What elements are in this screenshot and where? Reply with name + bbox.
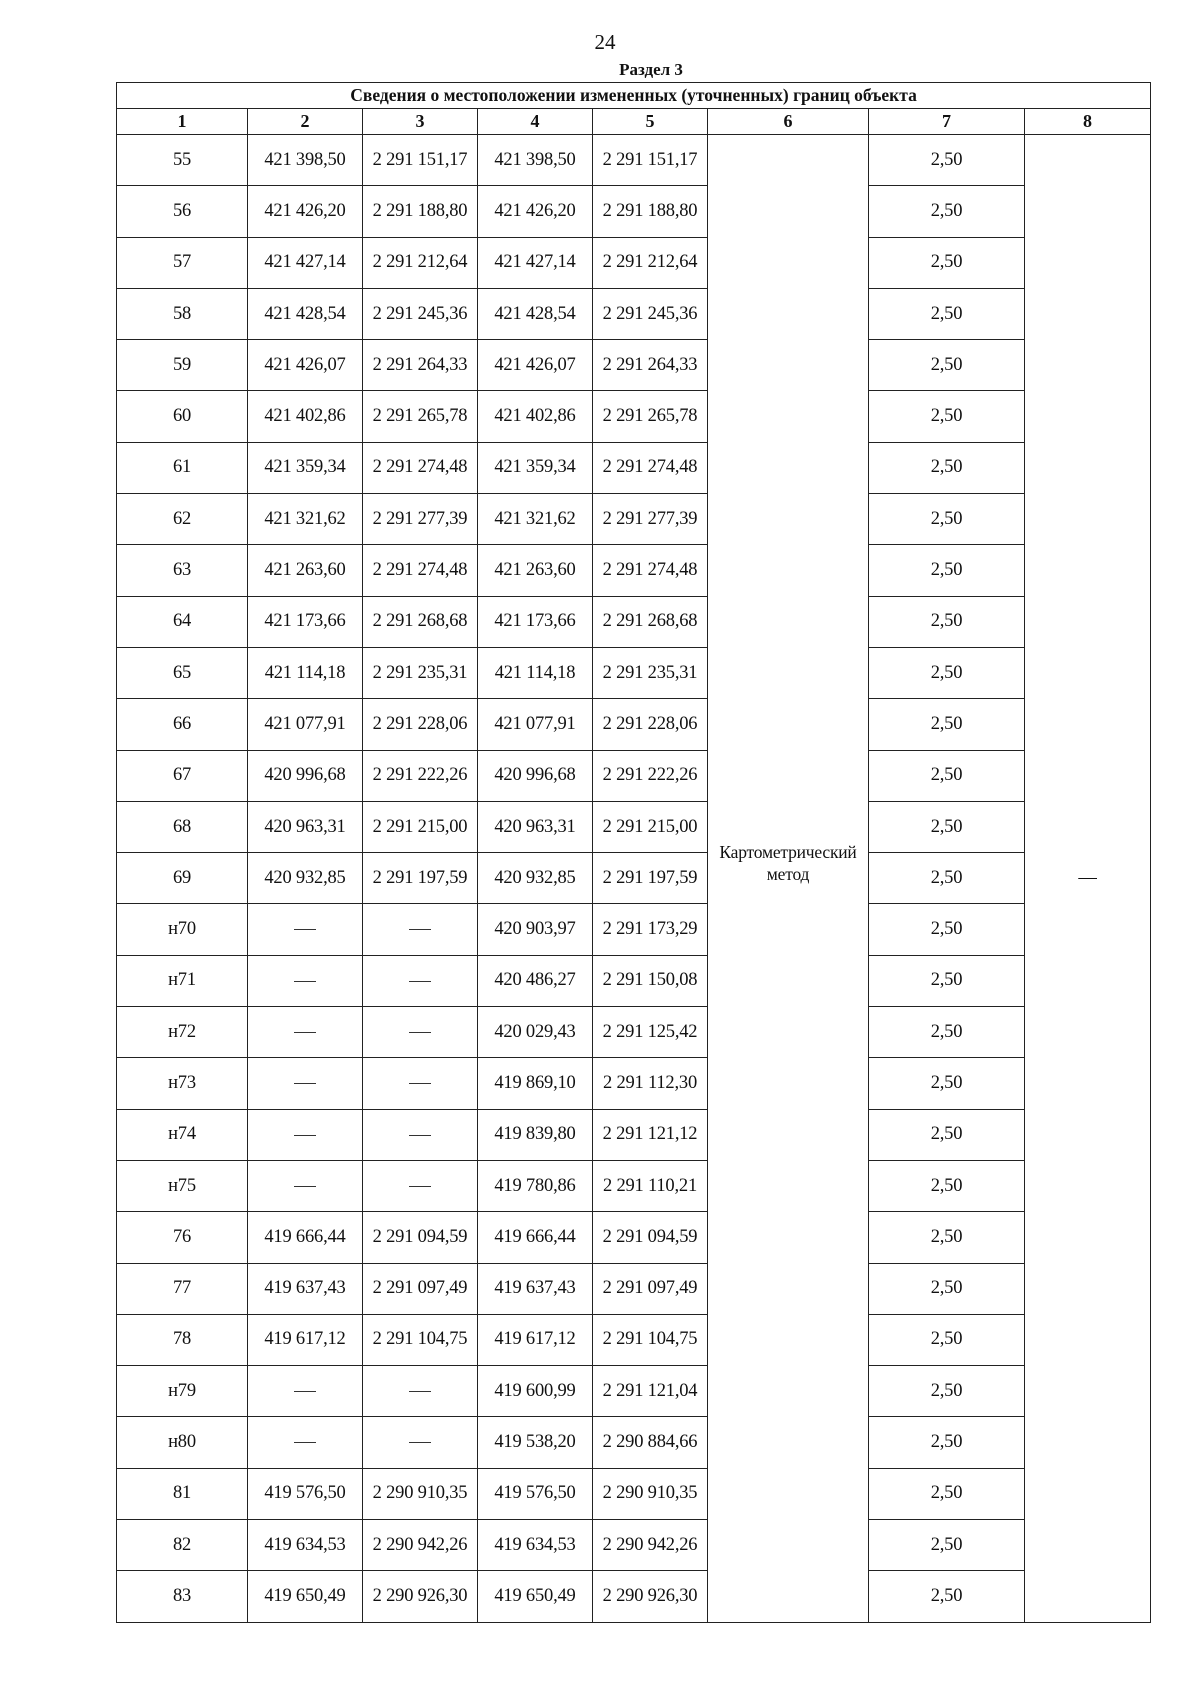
- new-x: 420 996,68: [478, 750, 593, 801]
- existing-x-dash: [248, 1058, 363, 1109]
- existing-x: 421 428,54: [248, 288, 363, 339]
- page-number: 24: [594, 30, 616, 54]
- new-y: 2 291 215,00: [593, 801, 708, 852]
- accuracy-value: 2,50: [869, 1571, 1025, 1622]
- new-y: 2 291 235,31: [593, 647, 708, 698]
- existing-y: 2 291 264,33: [363, 340, 478, 391]
- accuracy-value: 2,50: [869, 853, 1025, 904]
- point-id: 61: [117, 442, 248, 493]
- new-y: 2 291 188,80: [593, 186, 708, 237]
- new-x: 421 427,14: [478, 237, 593, 288]
- existing-y: 2 291 265,78: [363, 391, 478, 442]
- dash-mark: [294, 1083, 316, 1084]
- table-row: [117, 647, 1151, 698]
- accuracy-value: 2,50: [869, 545, 1025, 596]
- new-y: 2 291 112,30: [593, 1058, 708, 1109]
- column-number: 3: [363, 109, 478, 135]
- table-row: [117, 1520, 1151, 1571]
- column-number: 8: [1025, 109, 1151, 135]
- new-x: 420 932,85: [478, 853, 593, 904]
- accuracy-value: 2,50: [869, 904, 1025, 955]
- accuracy-value: 2,50: [869, 288, 1025, 339]
- existing-y: 2 291 094,59: [363, 1212, 478, 1263]
- existing-x: 421 321,62: [248, 494, 363, 545]
- new-y: 2 291 110,21: [593, 1160, 708, 1211]
- table-row: [117, 494, 1151, 545]
- existing-y: 2 291 215,00: [363, 801, 478, 852]
- new-y: 2 290 942,26: [593, 1520, 708, 1571]
- table-row: [117, 1263, 1151, 1314]
- accuracy-value: 2,50: [869, 750, 1025, 801]
- point-id: н80: [117, 1417, 248, 1468]
- table-row: [117, 340, 1151, 391]
- accuracy-value: 2,50: [869, 237, 1025, 288]
- new-y: 2 291 228,06: [593, 699, 708, 750]
- point-id: 65: [117, 647, 248, 698]
- dash-mark: [409, 981, 431, 982]
- table-row: [117, 237, 1151, 288]
- accuracy-value: 2,50: [869, 442, 1025, 493]
- existing-x: 421 263,60: [248, 545, 363, 596]
- table-row: [117, 186, 1151, 237]
- new-y: 2 291 264,33: [593, 340, 708, 391]
- existing-x-dash: [248, 1160, 363, 1211]
- accuracy-value: 2,50: [869, 135, 1025, 186]
- new-x: 419 576,50: [478, 1468, 593, 1519]
- existing-y: 2 291 277,39: [363, 494, 478, 545]
- new-x: 419 538,20: [478, 1417, 593, 1468]
- existing-y: 2 291 222,26: [363, 750, 478, 801]
- new-x: 421 402,86: [478, 391, 593, 442]
- new-x: 419 869,10: [478, 1058, 593, 1109]
- point-id: 64: [117, 596, 248, 647]
- table-row: [117, 442, 1151, 493]
- existing-x: 419 666,44: [248, 1212, 363, 1263]
- existing-y: 2 290 910,35: [363, 1468, 478, 1519]
- point-id: н70: [117, 904, 248, 955]
- existing-x-dash: [248, 904, 363, 955]
- table-row: [117, 853, 1151, 904]
- column-number: 2: [248, 109, 363, 135]
- dash-mark: [409, 1135, 431, 1136]
- new-y: 2 290 926,30: [593, 1571, 708, 1622]
- new-y: 2 291 173,29: [593, 904, 708, 955]
- new-y: 2 291 274,48: [593, 442, 708, 493]
- new-y: 2 291 277,39: [593, 494, 708, 545]
- point-id: н72: [117, 1007, 248, 1058]
- new-y: 2 291 222,26: [593, 750, 708, 801]
- accuracy-value: 2,50: [869, 647, 1025, 698]
- point-id: 81: [117, 1468, 248, 1519]
- table-row: [117, 1314, 1151, 1365]
- existing-y-dash: [363, 1007, 478, 1058]
- existing-x: 419 634,53: [248, 1520, 363, 1571]
- point-id: 76: [117, 1212, 248, 1263]
- existing-y: 2 291 097,49: [363, 1263, 478, 1314]
- accuracy-value: 2,50: [869, 596, 1025, 647]
- existing-x: 421 398,50: [248, 135, 363, 186]
- existing-x-dash: [248, 1109, 363, 1160]
- point-id: н74: [117, 1109, 248, 1160]
- point-id: н75: [117, 1160, 248, 1211]
- existing-x: 420 996,68: [248, 750, 363, 801]
- new-x: 419 839,80: [478, 1109, 593, 1160]
- point-id: 58: [117, 288, 248, 339]
- new-x: 421 426,07: [478, 340, 593, 391]
- existing-y: 2 291 188,80: [363, 186, 478, 237]
- existing-y-dash: [363, 904, 478, 955]
- new-x: 421 426,20: [478, 186, 593, 237]
- table-row: [117, 750, 1151, 801]
- dash-mark: [294, 929, 316, 930]
- existing-y: 2 290 926,30: [363, 1571, 478, 1622]
- accuracy-value: 2,50: [869, 340, 1025, 391]
- existing-x-dash: [248, 955, 363, 1006]
- point-id: 57: [117, 237, 248, 288]
- boundary-coordinates-table: [116, 82, 1151, 1623]
- existing-y: 2 291 151,17: [363, 135, 478, 186]
- column-number: 5: [593, 109, 708, 135]
- point-id: 56: [117, 186, 248, 237]
- point-id: 62: [117, 494, 248, 545]
- table-title: Сведения о местоположении измененных (уточненных) границ объекта: [117, 83, 1151, 109]
- existing-x-dash: [248, 1007, 363, 1058]
- existing-y: 2 291 268,68: [363, 596, 478, 647]
- new-y: 2 291 151,17: [593, 135, 708, 186]
- existing-x: 420 932,85: [248, 853, 363, 904]
- new-x: 420 903,97: [478, 904, 593, 955]
- existing-y: 2 291 235,31: [363, 647, 478, 698]
- dash-mark: [294, 1186, 316, 1187]
- accuracy-value: 2,50: [869, 1417, 1025, 1468]
- existing-x: 421 173,66: [248, 596, 363, 647]
- new-y: 2 291 097,49: [593, 1263, 708, 1314]
- existing-y: 2 291 228,06: [363, 699, 478, 750]
- existing-y: 2 291 212,64: [363, 237, 478, 288]
- accuracy-value: 2,50: [869, 1520, 1025, 1571]
- existing-y-dash: [363, 1160, 478, 1211]
- existing-y-dash: [363, 1366, 478, 1417]
- new-x: 421 173,66: [478, 596, 593, 647]
- new-y: 2 291 094,59: [593, 1212, 708, 1263]
- new-x: 419 634,53: [478, 1520, 593, 1571]
- column-8-dash: —: [1078, 867, 1097, 888]
- new-x: 420 963,31: [478, 801, 593, 852]
- column-8-cell: [1025, 135, 1151, 1623]
- existing-x: 421 077,91: [248, 699, 363, 750]
- new-x: 421 428,54: [478, 288, 593, 339]
- accuracy-value: 2,50: [869, 801, 1025, 852]
- new-x: 421 114,18: [478, 647, 593, 698]
- point-id: 59: [117, 340, 248, 391]
- table-row: [117, 1007, 1151, 1058]
- dash-mark: [294, 1032, 316, 1033]
- point-id: 68: [117, 801, 248, 852]
- existing-y: 2 290 942,26: [363, 1520, 478, 1571]
- table-row: [117, 955, 1151, 1006]
- dash-mark: [409, 1032, 431, 1033]
- new-x: 419 780,86: [478, 1160, 593, 1211]
- new-y: 2 291 125,42: [593, 1007, 708, 1058]
- accuracy-value: 2,50: [869, 1007, 1025, 1058]
- new-y: 2 291 245,36: [593, 288, 708, 339]
- new-x: 420 029,43: [478, 1007, 593, 1058]
- existing-y: 2 291 245,36: [363, 288, 478, 339]
- table-row: [117, 391, 1151, 442]
- point-id: 60: [117, 391, 248, 442]
- table-body: [117, 135, 1151, 1623]
- point-id: 55: [117, 135, 248, 186]
- dash-mark: [409, 1186, 431, 1187]
- new-y: 2 291 150,08: [593, 955, 708, 1006]
- new-x: 421 077,91: [478, 699, 593, 750]
- existing-x: 419 650,49: [248, 1571, 363, 1622]
- existing-x: 419 576,50: [248, 1468, 363, 1519]
- existing-y: 2 291 274,48: [363, 545, 478, 596]
- table-row: [117, 904, 1151, 955]
- table-row: [117, 1058, 1151, 1109]
- point-id: 83: [117, 1571, 248, 1622]
- column-number: 4: [478, 109, 593, 135]
- point-id: 67: [117, 750, 248, 801]
- new-x: 419 650,49: [478, 1571, 593, 1622]
- existing-x: 419 617,12: [248, 1314, 363, 1365]
- existing-y: 2 291 197,59: [363, 853, 478, 904]
- new-y: 2 290 910,35: [593, 1468, 708, 1519]
- existing-x: 419 637,43: [248, 1263, 363, 1314]
- new-y: 2 291 268,68: [593, 596, 708, 647]
- column-number: 6: [708, 109, 869, 135]
- accuracy-value: 2,50: [869, 955, 1025, 1006]
- table-row: [117, 1468, 1151, 1519]
- existing-x-dash: [248, 1366, 363, 1417]
- accuracy-value: 2,50: [869, 699, 1025, 750]
- column-number: 1: [117, 109, 248, 135]
- new-y: 2 291 274,48: [593, 545, 708, 596]
- existing-y-dash: [363, 955, 478, 1006]
- table-row: [117, 1109, 1151, 1160]
- table-row: [117, 1160, 1151, 1211]
- new-y: 2 291 121,04: [593, 1366, 708, 1417]
- existing-y: 2 291 104,75: [363, 1314, 478, 1365]
- new-x: 420 486,27: [478, 955, 593, 1006]
- new-x: 419 666,44: [478, 1212, 593, 1263]
- table-row: [117, 135, 1151, 186]
- new-y: 2 291 265,78: [593, 391, 708, 442]
- existing-y: 2 291 274,48: [363, 442, 478, 493]
- existing-x: 421 426,20: [248, 186, 363, 237]
- accuracy-value: 2,50: [869, 494, 1025, 545]
- point-id: н71: [117, 955, 248, 1006]
- dash-mark: [294, 981, 316, 982]
- new-y: 2 290 884,66: [593, 1417, 708, 1468]
- accuracy-value: 2,50: [869, 1160, 1025, 1211]
- point-id: 69: [117, 853, 248, 904]
- existing-x: 421 426,07: [248, 340, 363, 391]
- dash-mark: [409, 1391, 431, 1392]
- point-id: н79: [117, 1366, 248, 1417]
- new-x: 419 617,12: [478, 1314, 593, 1365]
- accuracy-value: 2,50: [869, 391, 1025, 442]
- existing-y-dash: [363, 1109, 478, 1160]
- existing-y-dash: [363, 1058, 478, 1109]
- accuracy-value: 2,50: [869, 1366, 1025, 1417]
- existing-x-dash: [248, 1417, 363, 1468]
- new-x: 421 398,50: [478, 135, 593, 186]
- method-text: Картометрический метод: [719, 842, 857, 885]
- table-row: [117, 1571, 1151, 1622]
- new-x: 421 263,60: [478, 545, 593, 596]
- accuracy-value: 2,50: [869, 1109, 1025, 1160]
- existing-x: 421 427,14: [248, 237, 363, 288]
- new-y: 2 291 121,12: [593, 1109, 708, 1160]
- new-y: 2 291 104,75: [593, 1314, 708, 1365]
- table-row: [117, 596, 1151, 647]
- table-row: [117, 1212, 1151, 1263]
- dash-mark: [409, 1442, 431, 1443]
- point-id: 82: [117, 1520, 248, 1571]
- new-x: 419 600,99: [478, 1366, 593, 1417]
- accuracy-value: 2,50: [869, 1058, 1025, 1109]
- accuracy-value: 2,50: [869, 1263, 1025, 1314]
- point-id: 77: [117, 1263, 248, 1314]
- point-id: 78: [117, 1314, 248, 1365]
- accuracy-value: 2,50: [869, 1468, 1025, 1519]
- new-x: 421 321,62: [478, 494, 593, 545]
- accuracy-value: 2,50: [869, 1212, 1025, 1263]
- accuracy-value: 2,50: [869, 186, 1025, 237]
- table-row: [117, 801, 1151, 852]
- table-row: [117, 1417, 1151, 1468]
- table-row: [117, 1366, 1151, 1417]
- existing-y-dash: [363, 1417, 478, 1468]
- existing-x: 421 359,34: [248, 442, 363, 493]
- new-x: 421 359,34: [478, 442, 593, 493]
- point-id: 66: [117, 699, 248, 750]
- new-y: 2 291 212,64: [593, 237, 708, 288]
- new-y: 2 291 197,59: [593, 853, 708, 904]
- new-x: 419 637,43: [478, 1263, 593, 1314]
- table-row: [117, 288, 1151, 339]
- existing-x: 421 114,18: [248, 647, 363, 698]
- existing-x: 420 963,31: [248, 801, 363, 852]
- table-row: [117, 699, 1151, 750]
- dash-mark: [294, 1391, 316, 1392]
- accuracy-value: 2,50: [869, 1314, 1025, 1365]
- table-row: [117, 545, 1151, 596]
- point-id: 63: [117, 545, 248, 596]
- column-number-row: [117, 109, 1151, 135]
- dash-mark: [294, 1442, 316, 1443]
- point-id: н73: [117, 1058, 248, 1109]
- dash-mark: [409, 1083, 431, 1084]
- existing-x: 421 402,86: [248, 391, 363, 442]
- dash-mark: [409, 929, 431, 930]
- method-cell: [708, 135, 869, 1623]
- dash-mark: [294, 1135, 316, 1136]
- section-title: Раздел 3: [619, 60, 683, 79]
- column-number: 7: [869, 109, 1025, 135]
